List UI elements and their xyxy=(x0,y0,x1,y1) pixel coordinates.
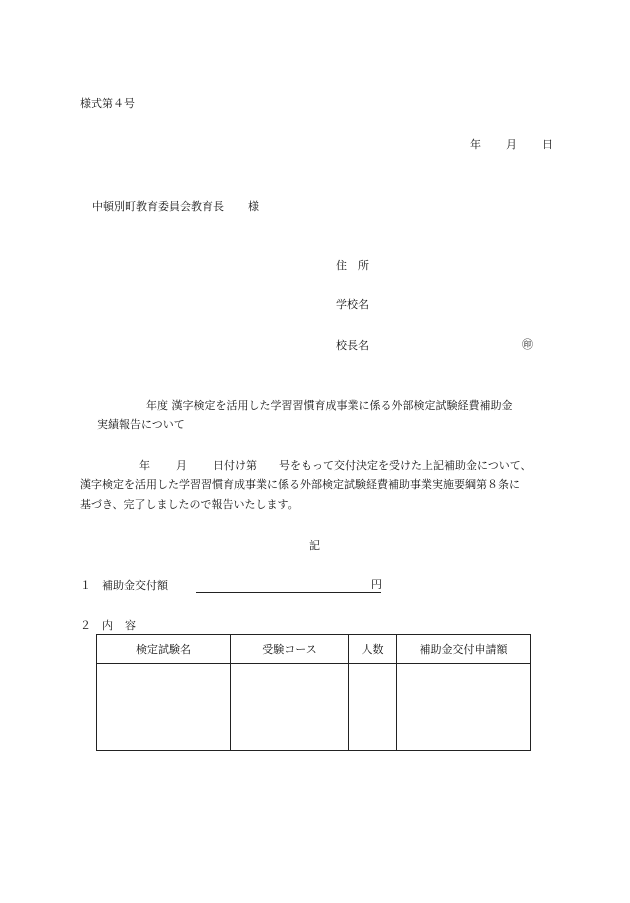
item1-number: １ xyxy=(80,579,91,592)
seal-mark: ㊞ xyxy=(522,338,533,351)
principal-name-label: 校長名 xyxy=(336,339,369,352)
header-amount: 補助金交付申請額 xyxy=(397,635,531,664)
table-row xyxy=(97,664,531,751)
table-header-row xyxy=(97,635,531,664)
recipient-honorific: 様 xyxy=(248,200,259,213)
body-line1 xyxy=(139,460,532,471)
header-count: 人数 xyxy=(349,635,397,664)
yen-unit: 円 xyxy=(371,578,382,591)
item1-label: 補助金交付額 xyxy=(102,579,168,592)
content-table xyxy=(96,634,531,751)
date-year-label: 年 xyxy=(470,138,481,151)
form-number: 様式第４号 xyxy=(80,97,135,110)
recipient xyxy=(92,201,259,212)
school-name-label: 学校名 xyxy=(336,298,369,311)
body-number-rest: 号をもって交付決定を受けた上記補助金について、 xyxy=(279,459,532,472)
cell-course[interactable] xyxy=(231,664,349,751)
cell-amount[interactable] xyxy=(397,664,531,751)
recipient-name: 中頓別町教育委員会教育長 xyxy=(92,200,224,213)
header-exam-name: 検定試験名 xyxy=(97,635,231,664)
body-year: 年 xyxy=(139,459,150,472)
body-date-suffix: 日付け第 xyxy=(213,459,257,472)
body-line3: 基づき、完了しましたので報告いたします。 xyxy=(80,498,299,511)
body-month: 月 xyxy=(176,459,187,472)
ki-heading: 記 xyxy=(309,539,320,552)
item2-number: ２ xyxy=(80,619,91,632)
amount-underline xyxy=(196,592,381,593)
cell-count[interactable] xyxy=(349,664,397,751)
address-label: 住 所 xyxy=(336,259,369,272)
header-course: 受験コース xyxy=(231,635,349,664)
date-day-label: 日 xyxy=(542,138,553,151)
date-line xyxy=(470,139,553,150)
item2-label: 内容 xyxy=(102,619,148,632)
report-title-line2: 実績報告について xyxy=(97,418,185,431)
body-line2: 漢字検定を活用した学習習慣育成事業に係る外部検定試験経費補助事業実施要綱第８条に xyxy=(80,478,520,491)
cell-exam-name[interactable] xyxy=(97,664,231,751)
date-month-label: 月 xyxy=(506,138,517,151)
report-title-line1: 年度 漢字検定を活用した学習習慣育成事業に係る外部検定試験経費補助金 xyxy=(146,399,513,412)
